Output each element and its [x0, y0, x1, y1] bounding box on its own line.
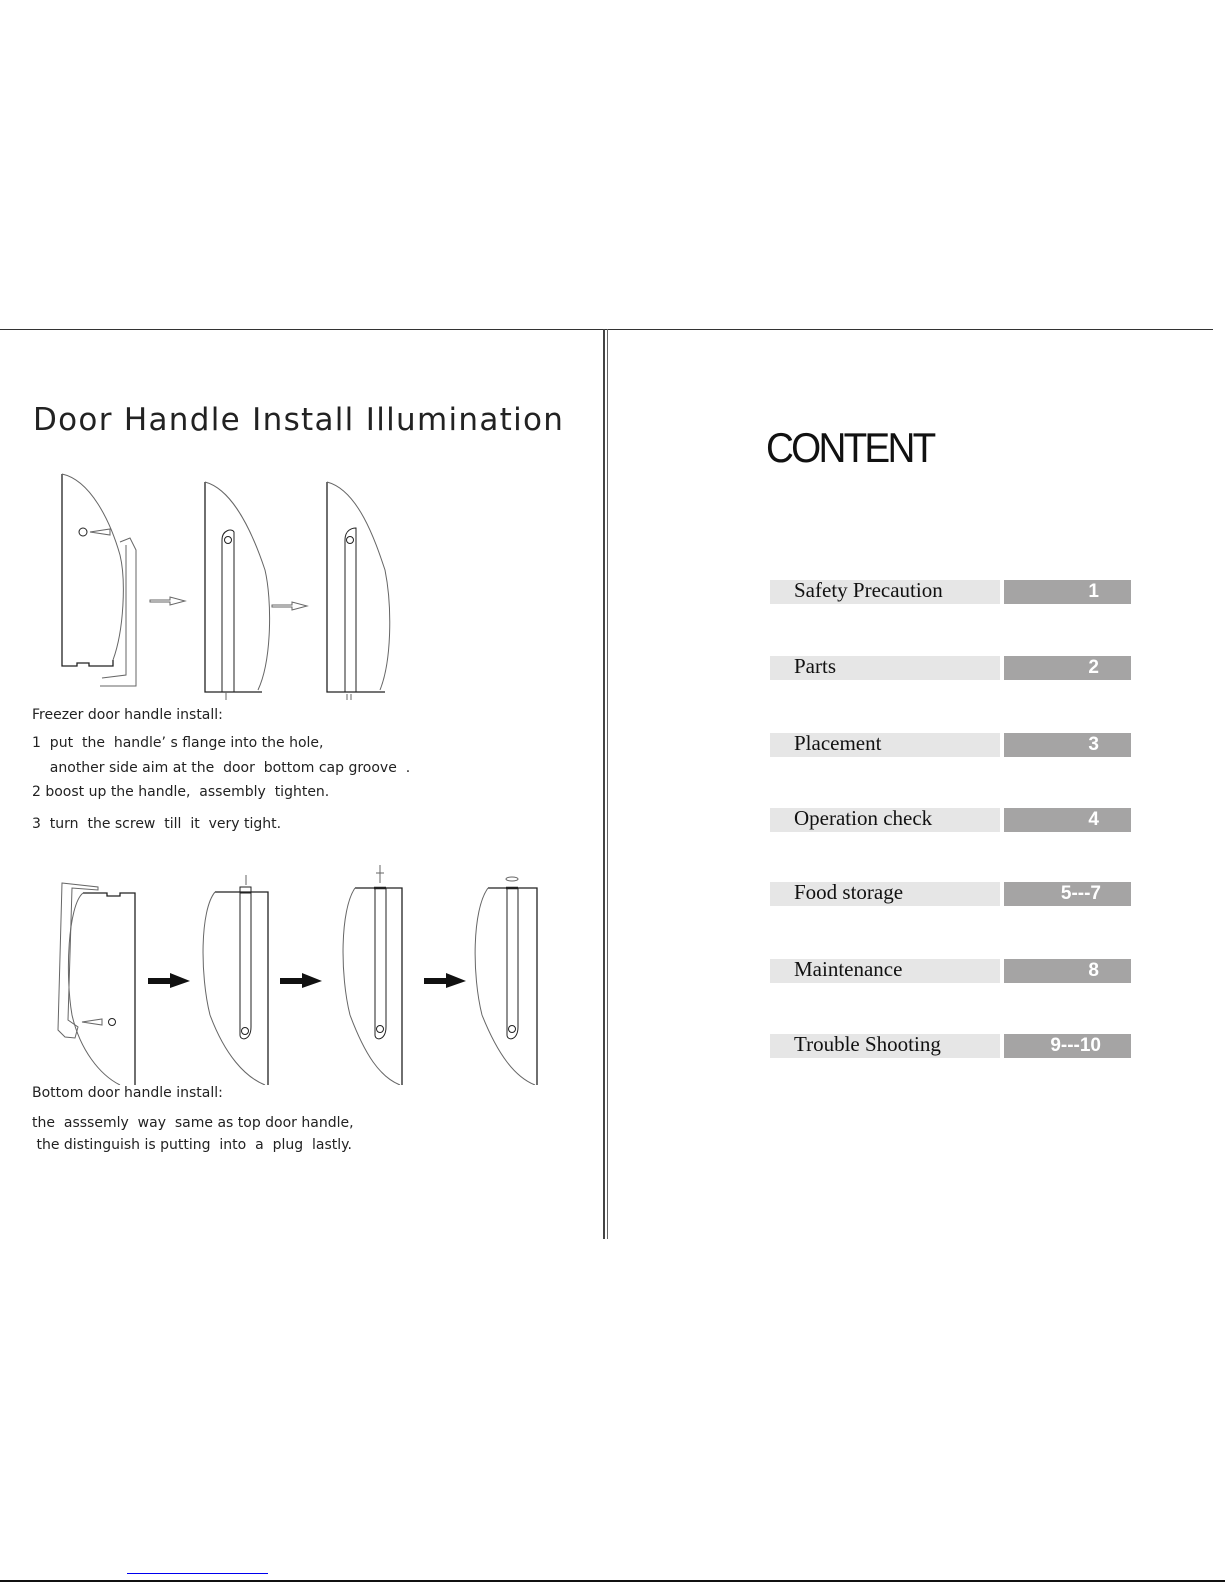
toc-page: 1 [1088, 581, 1099, 602]
door-step-1 [58, 883, 135, 1085]
arrow-right-icon [148, 973, 190, 988]
toc-item[interactable] [770, 733, 1132, 757]
toc-label: Operation check [794, 806, 933, 830]
door-step-4 [475, 877, 537, 1085]
instruction-line: 3 turn the screw till it very tight. [32, 816, 282, 832]
toc-label: Trouble Shooting [794, 1032, 941, 1056]
toc-page: 3 [1088, 734, 1099, 755]
toc-item[interactable] [770, 882, 1132, 906]
instruction-line: the asssemly way same as top door handle, [32, 1115, 354, 1131]
page-spine-inner [607, 329, 608, 1239]
toc-label: Maintenance [794, 957, 903, 981]
bottom-divider [0, 1580, 1225, 1582]
arrow-right-icon [272, 602, 307, 610]
toc-page: 9---10 [1050, 1035, 1101, 1056]
door-step-3 [327, 482, 390, 700]
instruction-line: the distinguish is putting into a plug lastly. [32, 1137, 352, 1153]
toc-page: 2 [1088, 657, 1099, 678]
arrow-right-icon [280, 973, 322, 988]
door-step-2 [203, 875, 268, 1085]
toc-item[interactable] [770, 580, 1132, 604]
arrow-right-icon [150, 597, 185, 605]
toc-item[interactable] [770, 1034, 1132, 1058]
toc-item[interactable] [770, 959, 1132, 983]
toc-page: 8 [1088, 960, 1099, 981]
bottom-handle-diagram [40, 855, 550, 1085]
instruction-line: another side aim at the door bottom cap groove . [32, 760, 411, 776]
bottom-heading: Bottom door handle install: [32, 1085, 223, 1101]
toc-label: Parts [794, 654, 836, 678]
freezer-handle-diagram [40, 460, 410, 700]
content-title: CONTENT [766, 424, 934, 471]
page-title: Door Handle Install Illumination [33, 402, 565, 438]
door-step-2 [205, 482, 270, 700]
instruction-line: 2 boost up the handle, assembly tighten. [32, 784, 330, 800]
toc-label: Placement [794, 731, 882, 755]
toc-label: Safety Precaution [794, 578, 943, 602]
toc-item[interactable] [770, 808, 1132, 832]
toc-page: 5---7 [1060, 883, 1101, 904]
door-step-3 [343, 865, 402, 1085]
freezer-heading: Freezer door handle install: [32, 707, 223, 723]
instruction-line: 1 put the handle’ s flange into the hole, [32, 735, 324, 751]
link-underline [127, 1573, 268, 1574]
page-spine [603, 329, 605, 1239]
door-step-1 [62, 474, 136, 686]
toc-label: Food storage [794, 880, 904, 904]
arrow-right-icon [424, 973, 466, 988]
toc-item[interactable] [770, 656, 1132, 680]
toc-page: 4 [1088, 809, 1099, 830]
